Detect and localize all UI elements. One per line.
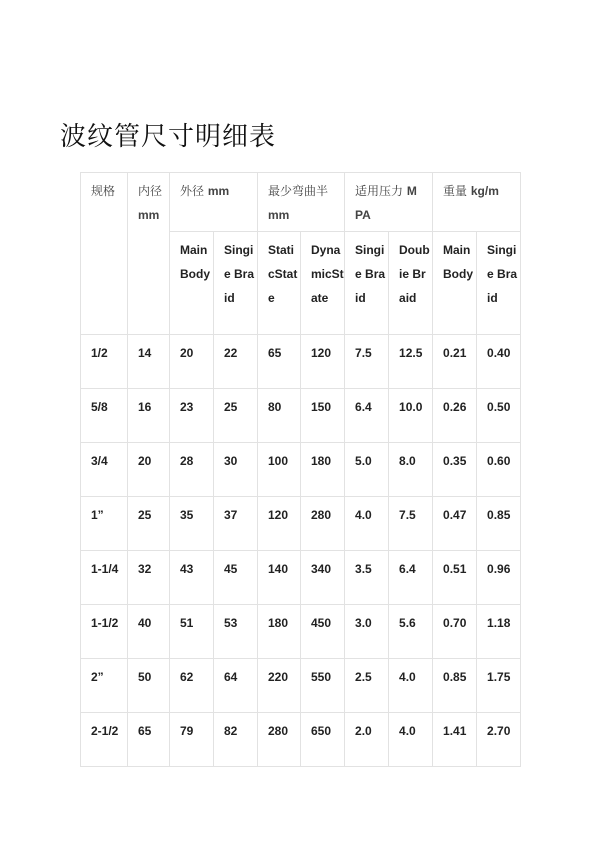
- cell-bend-dynamic: 340: [301, 551, 345, 605]
- cell-weight-main: 1.41: [433, 713, 477, 767]
- cell-od-main: 51: [170, 605, 214, 659]
- cell-bend-static: 100: [258, 443, 301, 497]
- cell-weight-main: 0.26: [433, 389, 477, 443]
- cell-bend-dynamic: 650: [301, 713, 345, 767]
- cell-od-single: 22: [214, 335, 258, 389]
- cell-bend-static: 120: [258, 497, 301, 551]
- table-row: [81, 659, 521, 713]
- subheader-weight-single: Singie Braid: [477, 232, 521, 335]
- cell-weight-main: 0.85: [433, 659, 477, 713]
- cell-pressure-single: 5.0: [345, 443, 389, 497]
- header-outer-diameter: [170, 173, 258, 232]
- cell-pressure-double: 10.0: [389, 389, 433, 443]
- cell-pressure-double: 4.0: [389, 713, 433, 767]
- cell-weight-single: 2.70: [477, 713, 521, 767]
- cell-od-main: 23: [170, 389, 214, 443]
- cell-weight-single: 0.85: [477, 497, 521, 551]
- cell-pressure-single: 4.0: [345, 497, 389, 551]
- cell-pressure-double: 6.4: [389, 551, 433, 605]
- cell-pressure-single: 2.5: [345, 659, 389, 713]
- cell-od-single: 64: [214, 659, 258, 713]
- header-weight-label: 重量: [443, 184, 468, 198]
- cell-od-single: 82: [214, 713, 258, 767]
- cell-bend-static: 220: [258, 659, 301, 713]
- cell-pressure-double: 12.5: [389, 335, 433, 389]
- cell-inner: 25: [128, 497, 170, 551]
- cell-spec: 1-1/4: [81, 551, 128, 605]
- cell-pressure-single: 7.5: [345, 335, 389, 389]
- header-outer-diameter-label: 外径: [180, 184, 205, 198]
- cell-weight-single: 0.50: [477, 389, 521, 443]
- subheader-weight-main: MainBody: [433, 232, 477, 335]
- header-pressure-unit-1: M: [406, 184, 417, 198]
- cell-spec: 5/8: [81, 389, 128, 443]
- cell-spec: 1/2: [81, 335, 128, 389]
- table-body: [81, 173, 521, 767]
- subheader-pressure-single: Singie Braid: [345, 232, 389, 335]
- header-bend-radius-label: 最少弯曲半: [268, 184, 329, 198]
- cell-weight-single: 1.18: [477, 605, 521, 659]
- cell-od-main: 62: [170, 659, 214, 713]
- subheader-single-braid: Singie Braid: [214, 232, 258, 335]
- table-row: [81, 497, 521, 551]
- header-pressure-unit-2: PA: [355, 208, 371, 222]
- cell-weight-main: 0.21: [433, 335, 477, 389]
- cell-inner: 65: [128, 713, 170, 767]
- cell-weight-main: 0.70: [433, 605, 477, 659]
- cell-inner: 32: [128, 551, 170, 605]
- hose-dimension-table: [80, 172, 521, 767]
- cell-od-single: 53: [214, 605, 258, 659]
- cell-od-main: 35: [170, 497, 214, 551]
- cell-weight-main: 0.47: [433, 497, 477, 551]
- cell-bend-dynamic: 280: [301, 497, 345, 551]
- subheader-pressure-double: Doubie Braid: [389, 232, 433, 335]
- header-bend-radius-unit: mm: [268, 208, 290, 222]
- cell-pressure-single: 2.0: [345, 713, 389, 767]
- cell-od-main: 79: [170, 713, 214, 767]
- page-title: 波纹管尺寸明细表: [60, 122, 277, 152]
- cell-spec: 1-1/2: [81, 605, 128, 659]
- header-spec: 规格: [81, 173, 128, 335]
- cell-od-single: 30: [214, 443, 258, 497]
- cell-pressure-double: 4.0: [389, 659, 433, 713]
- cell-od-single: 37: [214, 497, 258, 551]
- cell-bend-static: 280: [258, 713, 301, 767]
- cell-inner: 50: [128, 659, 170, 713]
- cell-spec: 3/4: [81, 443, 128, 497]
- header-pressure-label: 适用压力: [355, 184, 404, 198]
- cell-od-single: 45: [214, 551, 258, 605]
- cell-pressure-double: 5.6: [389, 605, 433, 659]
- cell-od-main: 28: [170, 443, 214, 497]
- cell-bend-static: 140: [258, 551, 301, 605]
- table-row: [81, 443, 521, 497]
- table-row: [81, 713, 521, 767]
- table-row: [81, 335, 521, 389]
- subheader-dynamic-state: DynamicState: [301, 232, 345, 335]
- cell-spec: 2”: [81, 659, 128, 713]
- cell-bend-dynamic: 450: [301, 605, 345, 659]
- cell-inner: 16: [128, 389, 170, 443]
- header-weight: [433, 173, 521, 232]
- header-inner-diameter-label: 内径: [138, 184, 163, 198]
- subheader-static-state: StaticState: [258, 232, 301, 335]
- header-row: [81, 173, 521, 232]
- cell-bend-static: 65: [258, 335, 301, 389]
- subheader-main-body: Main Body: [170, 232, 214, 335]
- cell-spec: 1”: [81, 497, 128, 551]
- header-inner-diameter: [128, 173, 170, 335]
- cell-bend-dynamic: 550: [301, 659, 345, 713]
- header-pressure: [345, 173, 433, 232]
- cell-pressure-double: 8.0: [389, 443, 433, 497]
- cell-inner: 40: [128, 605, 170, 659]
- cell-pressure-double: 7.5: [389, 497, 433, 551]
- cell-weight-single: 0.40: [477, 335, 521, 389]
- cell-bend-dynamic: 120: [301, 335, 345, 389]
- cell-od-main: 20: [170, 335, 214, 389]
- cell-od-single: 25: [214, 389, 258, 443]
- table-row: [81, 389, 521, 443]
- cell-weight-main: 0.35: [433, 443, 477, 497]
- cell-weight-single: 0.96: [477, 551, 521, 605]
- cell-bend-static: 180: [258, 605, 301, 659]
- cell-pressure-single: 3.0: [345, 605, 389, 659]
- cell-bend-dynamic: 150: [301, 389, 345, 443]
- header-weight-unit: kg/m: [470, 184, 499, 198]
- table-row: [81, 605, 521, 659]
- header-bend-radius: [258, 173, 345, 232]
- cell-weight-single: 0.60: [477, 443, 521, 497]
- cell-pressure-single: 3.5: [345, 551, 389, 605]
- cell-pressure-single: 6.4: [345, 389, 389, 443]
- cell-weight-single: 1.75: [477, 659, 521, 713]
- cell-od-main: 43: [170, 551, 214, 605]
- cell-weight-main: 0.51: [433, 551, 477, 605]
- cell-inner: 20: [128, 443, 170, 497]
- cell-spec: 2-1/2: [81, 713, 128, 767]
- cell-bend-dynamic: 180: [301, 443, 345, 497]
- header-outer-diameter-unit: mm: [207, 184, 230, 198]
- cell-bend-static: 80: [258, 389, 301, 443]
- header-inner-diameter-unit: mm: [138, 208, 160, 222]
- table-row: [81, 551, 521, 605]
- cell-inner: 14: [128, 335, 170, 389]
